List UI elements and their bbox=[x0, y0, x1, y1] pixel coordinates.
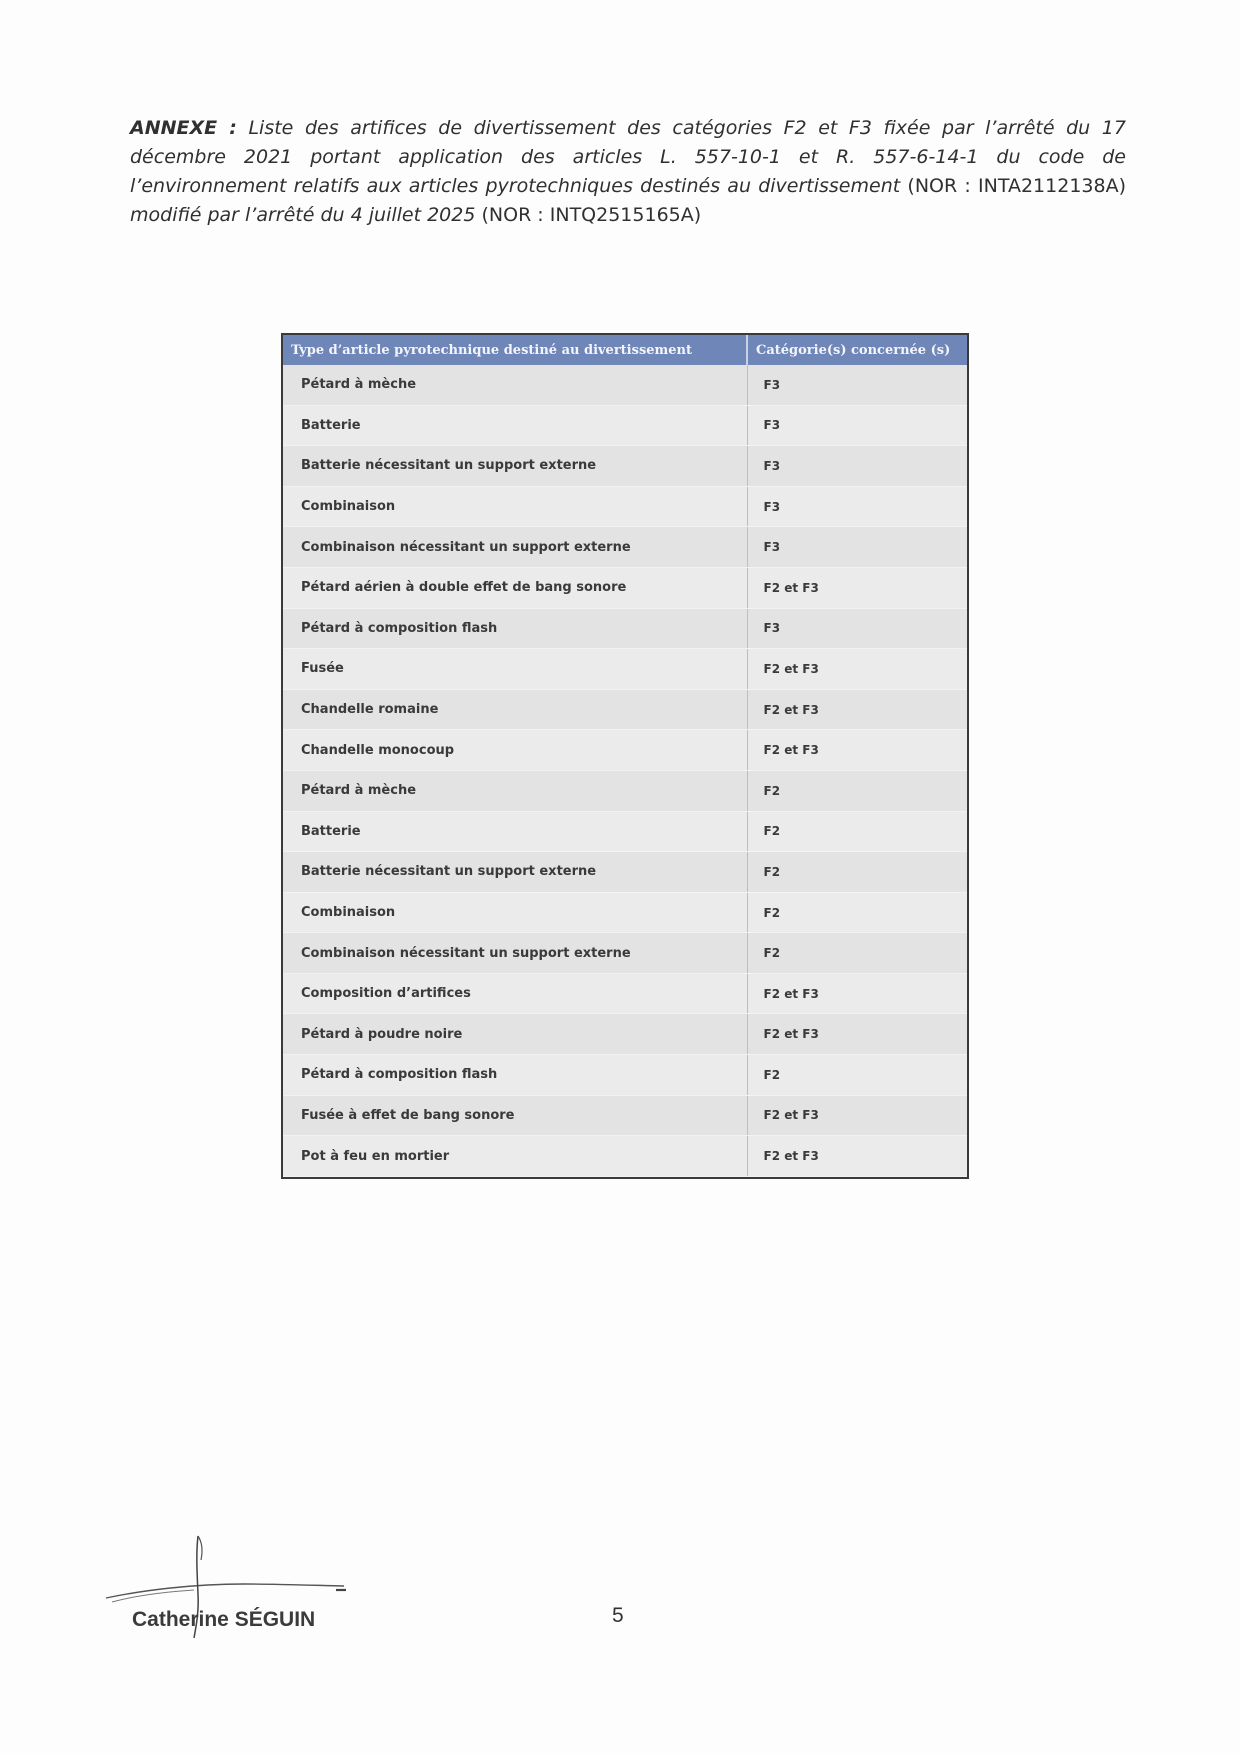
cell-article-type: Fusée bbox=[283, 649, 747, 690]
annex-text-1: Liste des artifices de divertissement des catégories F2 et F3 fixée par l’arrêté du 17 décembre 2021 portant application des articles L. 557-10-1 et R. 557-6-14-1 du code de l’environnement relatifs aux articles pyrotechniques destinés au divertissement bbox=[130, 117, 1126, 197]
cell-article-type: Chandelle monocoup bbox=[283, 730, 747, 771]
category-table bbox=[283, 335, 967, 1177]
cell-category: F3 bbox=[747, 365, 967, 405]
table-row bbox=[283, 365, 967, 405]
table-row bbox=[283, 1055, 967, 1096]
annex-reference-1: (NOR : INTA2112138A) bbox=[907, 175, 1126, 197]
cell-category: F3 bbox=[747, 527, 967, 568]
cell-category: F2 et F3 bbox=[747, 649, 967, 690]
cell-category: F2 et F3 bbox=[747, 730, 967, 771]
cell-article-type: Composition d’artifices bbox=[283, 973, 747, 1014]
cell-article-type: Pot à feu en mortier bbox=[283, 1136, 747, 1177]
table-row bbox=[283, 405, 967, 446]
annex-text-2: modifié par l’arrêté du 4 juillet 2025 bbox=[130, 204, 482, 226]
table-row bbox=[283, 1014, 967, 1055]
table-row bbox=[283, 892, 967, 933]
cell-category: F2 et F3 bbox=[747, 1095, 967, 1136]
cell-article-type: Batterie nécessitant un support externe bbox=[283, 852, 747, 893]
cell-category: F3 bbox=[747, 405, 967, 446]
cell-category: F3 bbox=[747, 486, 967, 527]
cell-category: F2 bbox=[747, 892, 967, 933]
cell-article-type: Batterie bbox=[283, 405, 747, 446]
cell-category: F2 et F3 bbox=[747, 689, 967, 730]
page-number: 5 bbox=[612, 1604, 624, 1627]
cell-article-type: Pétard à composition flash bbox=[283, 1055, 747, 1096]
cell-category: F3 bbox=[747, 446, 967, 487]
annex-paragraph bbox=[130, 114, 1126, 230]
table-row bbox=[283, 608, 967, 649]
cell-article-type: Fusée à effet de bang sonore bbox=[283, 1095, 747, 1136]
table-header-row bbox=[283, 335, 967, 365]
table-row bbox=[283, 770, 967, 811]
table-row bbox=[283, 933, 967, 974]
table-row bbox=[283, 811, 967, 852]
cell-article-type: Pétard aérien à double effet de bang sonore bbox=[283, 567, 747, 608]
cell-category: F2 bbox=[747, 1055, 967, 1096]
cell-category: F2 et F3 bbox=[747, 1014, 967, 1055]
cell-article-type: Pétard à poudre noire bbox=[283, 1014, 747, 1055]
table-row bbox=[283, 730, 967, 771]
table-row bbox=[283, 1136, 967, 1177]
cell-article-type: Pétard à mèche bbox=[283, 365, 747, 405]
cell-category: F2 bbox=[747, 852, 967, 893]
cell-article-type: Pétard à mèche bbox=[283, 770, 747, 811]
cell-category: F3 bbox=[747, 608, 967, 649]
cell-article-type: Combinaison nécessitant un support externe bbox=[283, 933, 747, 974]
cell-category: F2 et F3 bbox=[747, 567, 967, 608]
cell-article-type: Combinaison bbox=[283, 486, 747, 527]
cell-category: F2 bbox=[747, 933, 967, 974]
signatory-name: Catherine SÉGUIN bbox=[132, 1608, 316, 1631]
cell-article-type: Batterie bbox=[283, 811, 747, 852]
header-category: Catégorie(s) concernée (s) bbox=[747, 335, 967, 365]
table-row bbox=[283, 567, 967, 608]
cell-article-type: Pétard à composition flash bbox=[283, 608, 747, 649]
annex-label: ANNEXE : bbox=[130, 117, 237, 139]
table-row bbox=[283, 1095, 967, 1136]
table-row bbox=[283, 852, 967, 893]
table-row bbox=[283, 649, 967, 690]
cell-category: F2 bbox=[747, 811, 967, 852]
cell-category: F2 bbox=[747, 770, 967, 811]
header-article-type: Type d’article pyrotechnique destiné au divertissement bbox=[283, 335, 747, 365]
table-row bbox=[283, 973, 967, 1014]
cell-article-type: Combinaison bbox=[283, 892, 747, 933]
cell-article-type: Batterie nécessitant un support externe bbox=[283, 446, 747, 487]
cell-article-type: Chandelle romaine bbox=[283, 689, 747, 730]
category-table-container bbox=[281, 333, 969, 1179]
table-row bbox=[283, 486, 967, 527]
cell-category: F2 et F3 bbox=[747, 973, 967, 1014]
cell-article-type: Combinaison nécessitant un support externe bbox=[283, 527, 747, 568]
table-row bbox=[283, 527, 967, 568]
table-row bbox=[283, 689, 967, 730]
annex-reference-2: (NOR : INTQ2515165A) bbox=[481, 204, 702, 226]
table-row bbox=[283, 446, 967, 487]
cell-category: F2 et F3 bbox=[747, 1136, 967, 1177]
